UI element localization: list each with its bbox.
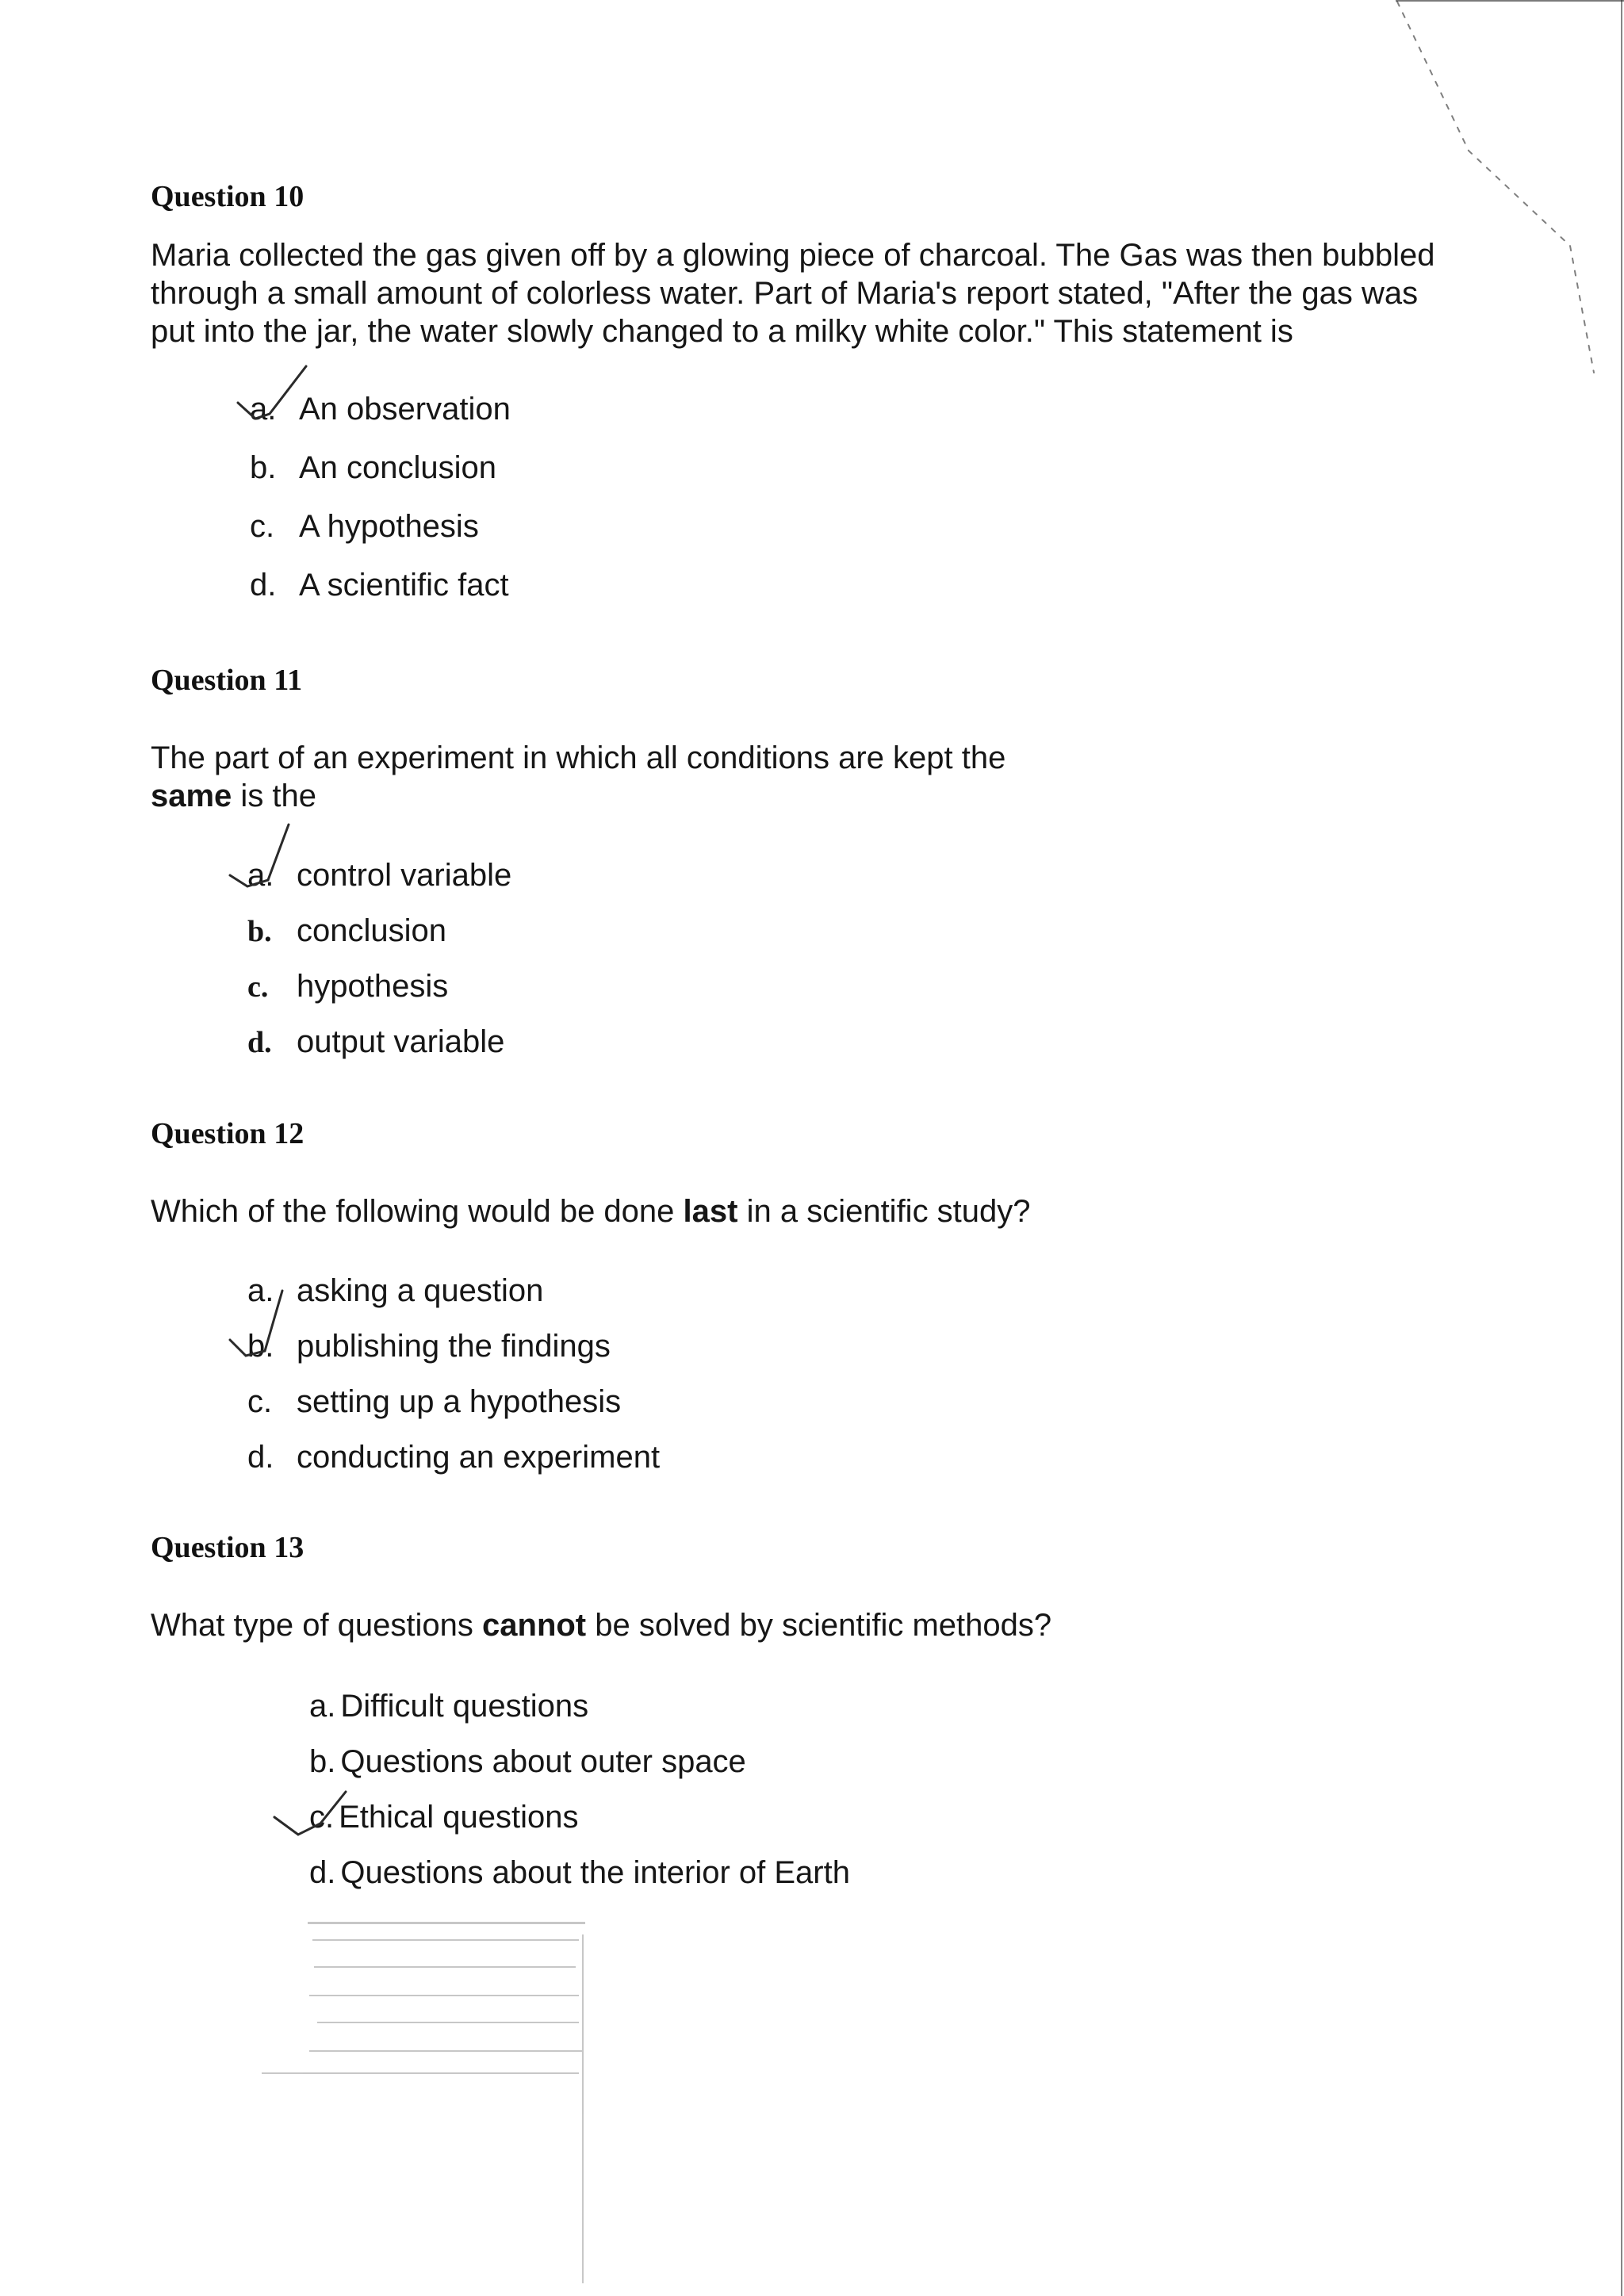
q12-option-d[interactable] xyxy=(247,1438,660,1476)
question-10-stem xyxy=(151,236,1435,350)
q10-option-a[interactable] xyxy=(250,390,511,428)
option-text: A scientific fact xyxy=(299,568,509,603)
stem-line: Maria collected the gas given off by a glowing piece of charcoal. The Gas was then bubbled xyxy=(151,238,1435,273)
option-text: A hypothesis xyxy=(299,509,479,544)
stem-text: Which of the following would be done xyxy=(151,1194,684,1229)
option-label: d. xyxy=(247,1440,274,1475)
q12-option-c[interactable] xyxy=(247,1383,621,1421)
scan-edge-right xyxy=(1621,0,1622,2296)
option-label: c. xyxy=(309,1800,335,1835)
q13-option-a[interactable] xyxy=(309,1687,588,1725)
q11-option-d[interactable] xyxy=(247,1023,504,1062)
option-label: c. xyxy=(250,509,275,544)
stem-text: is the xyxy=(232,779,317,813)
option-label: b. xyxy=(309,1744,336,1779)
option-text: An observation xyxy=(299,392,511,427)
option-label: a. xyxy=(247,858,274,893)
q12-option-a[interactable] xyxy=(247,1272,543,1310)
stem-text: in a scientific study? xyxy=(737,1194,1031,1229)
stem-line xyxy=(151,777,1005,815)
stem-text: What type of questions xyxy=(151,1608,483,1643)
option-text: Ethical questions xyxy=(339,1800,579,1835)
question-11-heading: Question 11 xyxy=(151,664,303,697)
option-text: Questions about outer space xyxy=(340,1744,746,1779)
option-label: a. xyxy=(247,1273,274,1308)
q11-option-c[interactable] xyxy=(247,967,448,1006)
q11-option-b[interactable] xyxy=(247,912,446,951)
question-13-heading: Question 13 xyxy=(151,1531,304,1564)
q12-option-b[interactable] xyxy=(247,1327,611,1365)
option-text: setting up a hypothesis xyxy=(297,1384,622,1419)
q10-option-b[interactable] xyxy=(250,449,496,487)
q11-option-a[interactable] xyxy=(247,856,511,894)
stem-emphasis: cannot xyxy=(482,1608,587,1643)
option-text: conclusion xyxy=(297,913,447,948)
stem-line: through a small amount of colorless water. Part of Maria's report stated, "After the gas was xyxy=(151,276,1419,311)
option-label: d. xyxy=(309,1855,336,1890)
stem-text: be solved by scientific methods? xyxy=(586,1608,1052,1643)
option-label: b. xyxy=(247,1329,274,1364)
option-text: control variable xyxy=(297,858,512,893)
q10-option-c[interactable] xyxy=(250,507,479,545)
question-12-heading: Question 12 xyxy=(151,1117,304,1150)
option-text: An conclusion xyxy=(299,450,497,485)
stem-line: put into the jar, the water slowly changed to a milky white color." This statement is xyxy=(151,314,1293,349)
q13-option-d[interactable] xyxy=(309,1854,850,1892)
stem-line: The part of an experiment in which all conditions are kept the xyxy=(151,740,1006,775)
option-text: hypothesis xyxy=(297,969,449,1004)
option-text: Questions about the interior of Earth xyxy=(340,1855,850,1890)
option-text: Difficult questions xyxy=(340,1689,589,1724)
question-12-stem xyxy=(151,1192,1031,1230)
q13-option-b[interactable] xyxy=(309,1743,746,1781)
scan-noise xyxy=(262,1922,585,2283)
stem-emphasis: last xyxy=(683,1194,738,1229)
option-label: a. xyxy=(250,392,277,427)
option-text: asking a question xyxy=(297,1273,544,1308)
option-text: output variable xyxy=(297,1024,505,1059)
option-text: conducting an experiment xyxy=(297,1440,661,1475)
option-label: c. xyxy=(247,1384,273,1419)
scan-edge-top xyxy=(1396,0,1624,2)
option-label: b. xyxy=(250,450,277,485)
question-10-heading: Question 10 xyxy=(151,180,304,213)
question-11-stem xyxy=(151,739,1005,815)
q13-option-c[interactable] xyxy=(309,1798,579,1836)
option-label: d. xyxy=(250,568,277,603)
option-label: c. xyxy=(247,970,269,1004)
question-13-stem xyxy=(151,1606,1051,1644)
q10-option-d[interactable] xyxy=(250,566,509,604)
stem-emphasis: same xyxy=(151,779,232,813)
option-label: a. xyxy=(309,1689,336,1724)
option-label: b. xyxy=(247,915,272,948)
option-text: publishing the findings xyxy=(297,1329,611,1364)
option-label: d. xyxy=(247,1026,272,1059)
